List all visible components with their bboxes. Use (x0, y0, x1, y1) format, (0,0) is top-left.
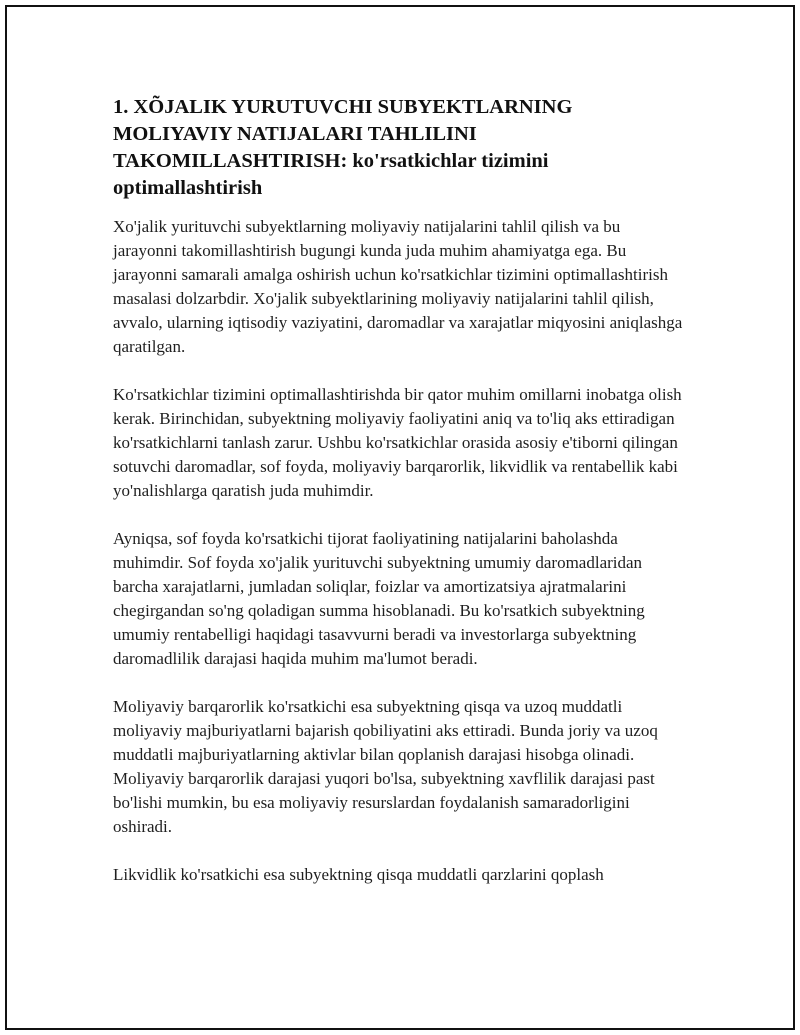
paragraph-3: Ayniqsa, sof foyda ko'rsatkichi tijorat faoliyatining natijalarini baholashda muhimdir. Sof foyda xo'jalik yurituvchi subyektning umumiy daromadlaridan barcha xarajatlarni, jumladan soliqlar, foizlar va amortizatsiya ajratmalarini chegirgandan so'ng qoladigan summa hisoblanadi. Bu ko'rsatkich subyektning umumiy rentabelligi haqidagi tasavvurni beradi va investorlarga subyektning daromadlilik darajasi haqida muhim ma'lumot beradi. (113, 529, 645, 668)
paragraph-1: Xo'jalik yurituvchi subyektlarning moliyaviy natijalarini tahlil qilish va bu jarayonni takomillashtirish bugungi kunda juda muhim ahamiyatga ega. Bu jarayonni samarali amalga oshirish uchun ko'rsatkichlar tizimini optimallashtirish masalasi dolzarbdir. Xo'jalik subyektlarining moliyaviy natijalarini tahlil qilish, avvalo, ularning iqtisodiy vaziyatini, daromadlar va xarajatlar miqyosini aniqlashga qaratilgan. (113, 217, 683, 356)
section-heading: 1. XÕJALIK YURUTUVCHI SUBYEKTLARNING MOLIYAVIY NATIJALARI TAHLILINI TAKOMILLASHTIRISH: ko'rsatkichlar tizimini optimallashtirish (113, 96, 573, 199)
paragraph-5: Likvidlik ko'rsatkichi esa subyektning qisqa muddatli qarzlarini qoplash (113, 865, 604, 884)
paragraph-4: Moliyaviy barqarorlik ko'rsatkichi esa subyektning qisqa va uzoq muddatli moliyaviy majburiyatlarni bajarish qobiliyatini aks ettiradi. Bunda joriy va uzoq muddatli majburiyatlarning aktivlar bilan qoplanish darajasi hisobga olinadi. Moliyaviy barqarorlik darajasi yuqori bo'lsa, subyektning xavflilik darajasi past bo'lishi mumkin, bu esa moliyaviy resurslardan foydalanish samaradorligini oshiradi. (113, 697, 658, 836)
paragraph-2: Ko'rsatkichlar tizimini optimallashtirishda bir qator muhim omillarni inobatga olish kerak. Birinchidan, subyektning moliyaviy faoliyatini aniq va to'liq aks ettiradigan ko'rsatkichlarni tanlash zarur. Ushbu ko'rsatkichlar orasida asosiy e'tiborni qilingan sotuvchi daromadlar, sof foyda, moliyaviy barqarorlik, likvidlik va rentabellik kabi yo'nalishlarga qaratish juda muhimdir. (113, 385, 682, 500)
document-body (113, 94, 688, 911)
